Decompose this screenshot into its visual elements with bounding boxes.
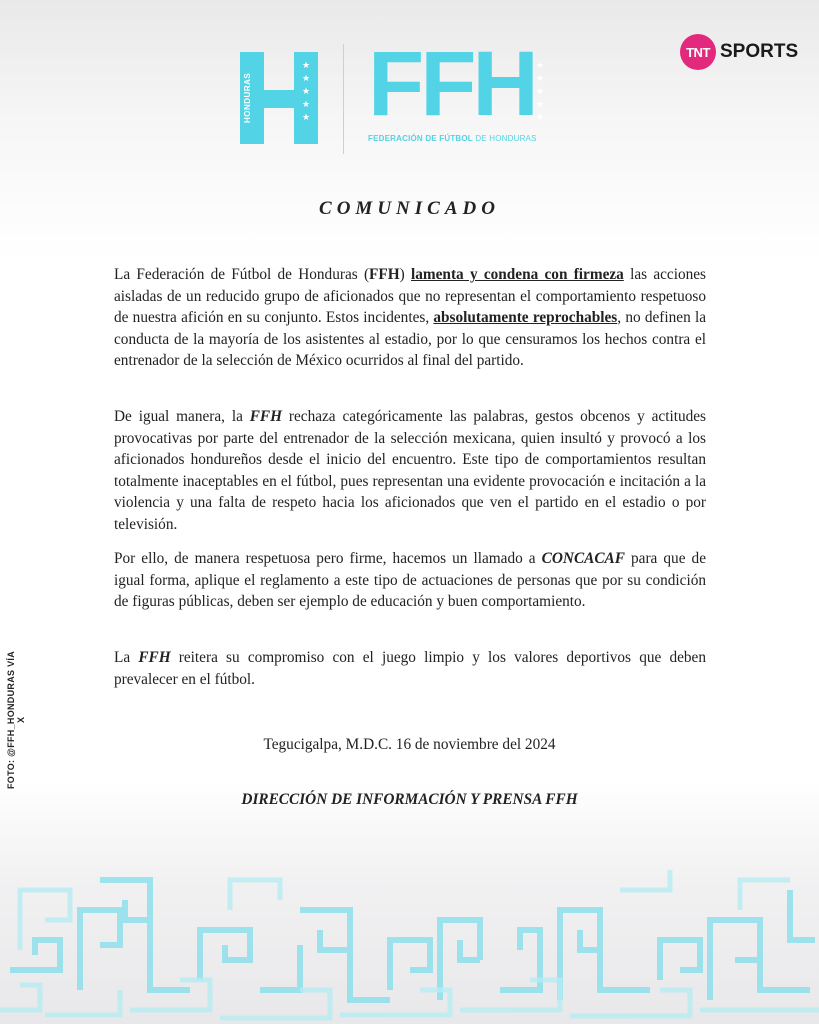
paragraph-3 bbox=[114, 548, 706, 613]
paragraph-2 bbox=[114, 406, 706, 535]
tnt-sports-word: SPORTS bbox=[720, 41, 799, 62]
star-icon: ★ bbox=[301, 100, 311, 110]
ffh-logo bbox=[368, 33, 550, 152]
photo-credit: FOTO: @FFH_HONDURAS VÍA X bbox=[6, 651, 26, 790]
p1-text: , no definen la conducta de la mayoría de los asistentes al estadio, por lo que censuramos los hechos contra el entrenador de la selección de México ocurridos al final del partido. bbox=[114, 309, 707, 369]
p2-ffh-bold-italic: FFH bbox=[249, 408, 283, 425]
p1-ffh-bold: FFH bbox=[369, 266, 400, 283]
h-logo-stars bbox=[298, 62, 314, 123]
star-icon: ★ bbox=[301, 87, 311, 97]
p4-text: reitera su compromiso con el juego limpio y los valores deportivos que deben prevalecer en el fútbol. bbox=[114, 649, 706, 688]
h-logo-vertical-text: HONDURAS bbox=[243, 72, 252, 124]
star-icon: ★ bbox=[301, 61, 311, 71]
ffh-subtitle-bold: FEDERACIÓN DE FÚTBOL bbox=[368, 134, 473, 143]
paragraph-4 bbox=[114, 647, 706, 690]
star-icon: ★ bbox=[535, 100, 544, 110]
star-icon: ★ bbox=[301, 113, 311, 123]
p3-concacaf-bold-italic: CONCACAF bbox=[541, 550, 625, 567]
p3-text: Por ello, de manera respetuosa pero firme, hacemos un llamado a bbox=[114, 550, 542, 567]
ffh-logo-subtitle bbox=[368, 134, 537, 143]
signature: DIRECCIÓN DE INFORMACIÓN Y PRENSA FFH bbox=[241, 791, 578, 808]
document-title: COMUNICADO bbox=[319, 198, 500, 219]
p3-text: para que de igual forma, aplique el reglamento a este tipo de actuaciones de personas que por su condición de figuras públicas, deben ser ejemplo de educación y buen comportamiento. bbox=[114, 550, 706, 610]
place-date: Tegucigalpa, M.D.C. 16 de noviembre del 2024 bbox=[263, 736, 556, 753]
honduras-h-logo bbox=[240, 52, 318, 144]
tnt-sports-logo bbox=[680, 34, 798, 70]
ffh-logo-letters: FFH bbox=[368, 33, 535, 135]
ffh-logo-stars bbox=[536, 62, 544, 123]
p1-text: las acciones aisladas de un reducido grupo de aficionados que no representan el comportamiento respetuoso de nuestra afición en su conjunto. Estos incidentes, bbox=[114, 266, 706, 326]
p1-text: La Federación de Fútbol de Honduras ( bbox=[114, 266, 370, 283]
star-icon: ★ bbox=[535, 87, 544, 97]
p2-text: De igual manera, la bbox=[114, 408, 250, 425]
p1-text: ) bbox=[399, 266, 411, 283]
star-icon: ★ bbox=[535, 113, 544, 123]
logo-divider bbox=[343, 44, 344, 154]
star-icon: ★ bbox=[535, 61, 544, 71]
h-logo-crossbar bbox=[258, 90, 300, 108]
tnt-badge: TNT bbox=[680, 34, 716, 70]
ffh-subtitle-light: DE HONDURAS bbox=[472, 134, 537, 143]
paragraph-1 bbox=[114, 264, 706, 372]
decorative-fret-pattern bbox=[0, 850, 819, 1024]
star-icon: ★ bbox=[535, 74, 544, 84]
star-icon: ★ bbox=[301, 74, 311, 84]
p4-text: La bbox=[114, 649, 139, 666]
p1-underlined-condemn: lamenta y condena con firmeza bbox=[411, 266, 624, 283]
p2-text: rechaza categóricamente las palabras, gestos obcenos y actitudes provocativas por parte del entrenador de la selección mexicana, quien insultó y provocó a los aficionados hondureños desde el inicio del encuentro. Este tipo de comportamientos resultan totalmente inaceptables en el fútbol, pues representan una evidente provocación e incitación a la violencia y una falta de respeto hacia los aficionados que ven el partido en el estadio o por televisión. bbox=[114, 408, 706, 533]
p4-ffh-bold-italic: FFH bbox=[138, 649, 171, 666]
p1-underlined-reprochables: absolutamente reprochables bbox=[433, 309, 618, 326]
